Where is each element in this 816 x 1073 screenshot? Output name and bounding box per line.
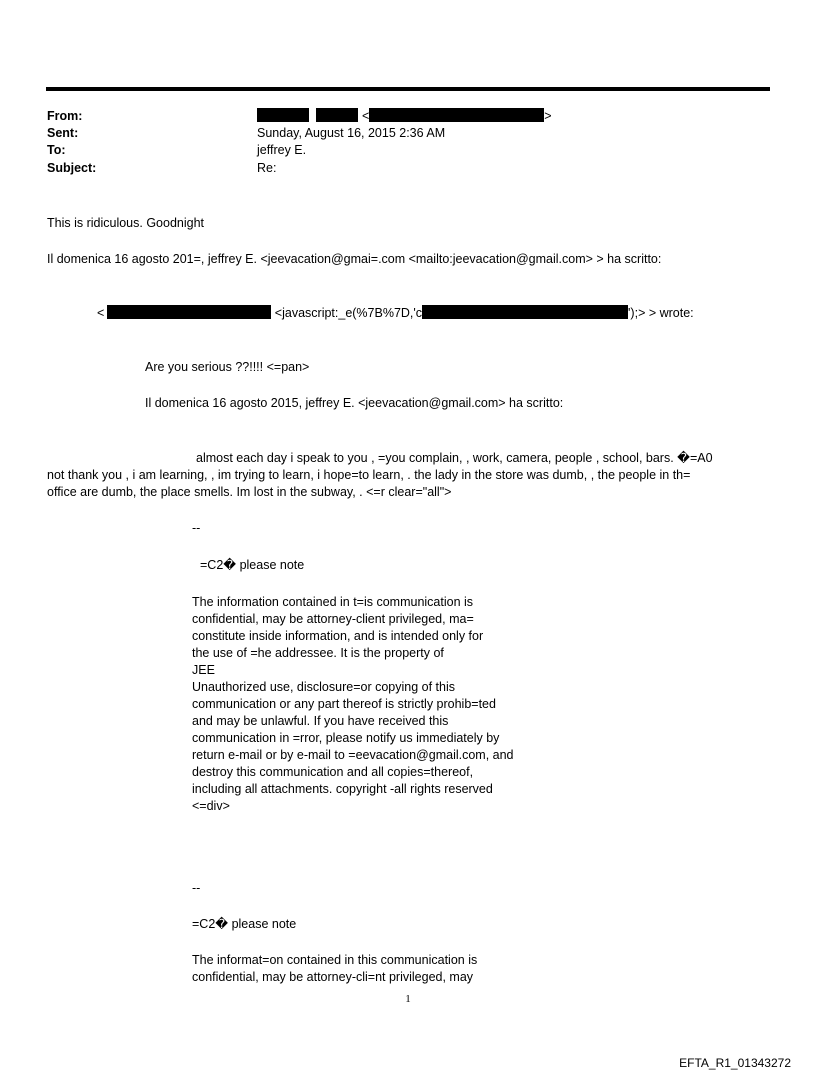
quoted-wrote: ');> > wrote: — [628, 306, 694, 320]
sent-label: Sent: — [47, 126, 79, 140]
disclaimer-line: destroy this communication and all copies=thereof, — [192, 765, 474, 779]
page-number: 1 — [405, 993, 411, 1005]
disclaimer-line: the use of =he addressee. It is the property of — [192, 646, 444, 660]
sig1-dashes: -- — [192, 521, 201, 535]
sig2-disclaimer — [192, 952, 572, 986]
body-line-goodnight: This is ridiculous. Goodnight — [47, 216, 205, 230]
redaction-bar — [316, 108, 358, 122]
from-lt: < — [361, 109, 370, 123]
body-line-quote-header-2: Il domenica 16 agosto 2015, jeffrey E. <jeevacation@gmail.com> ha scritto: — [145, 396, 564, 410]
subject-label: Subject: — [47, 161, 97, 175]
sig1-note: =C2� please note — [200, 558, 305, 572]
disclaimer-line: The information contained in t=is communication is — [192, 595, 474, 609]
to-label: To: — [47, 143, 66, 157]
redaction-bar — [422, 305, 628, 319]
bates-number: EFTA_R1_01343272 — [679, 1056, 791, 1070]
subject-value: Re: — [257, 161, 277, 175]
from-gt: > — [544, 109, 552, 123]
disclaimer-line: constitute inside information, and is intended only for — [192, 629, 484, 643]
paragraph-line-3: office are dumb, the place smells. Im lost in the subway, . <=r clear="all"> — [47, 485, 452, 499]
paragraph-line-2: not thank you , i am learning, , im trying to learn, i hope=to learn, . the lady in the store was dumb, , the people in th= — [47, 468, 691, 482]
paragraph-line-1: almost each day i speak to you , =you complain, , work, camera, people , school, bars. �=A0 — [196, 451, 713, 465]
to-value: jeffrey E. — [257, 143, 307, 157]
disclaimer-line: <=div> — [192, 799, 230, 813]
quoted-c: c — [415, 306, 423, 320]
redaction-bar — [369, 108, 544, 122]
quoted-javascript: <javascript:_e(%7B%7D,' — [274, 306, 416, 320]
disclaimer-line: return e-mail or by e-mail to =eevacation@gmail.com, and — [192, 748, 514, 762]
disclaimer-line: confidential, may be attorney-client privileged, ma= — [192, 612, 474, 626]
disclaimer-line: and may be unlawful. If you have received this — [192, 714, 449, 728]
quoted-lt: < — [97, 306, 105, 320]
from-label: From: — [47, 109, 83, 123]
are-you-serious: Are you serious ??!!!! <=pan> — [145, 360, 310, 374]
sig2-dashes: -- — [192, 881, 201, 895]
disclaimer-line: including all attachments. copyright -all rights reserved — [192, 782, 493, 796]
sent-value: Sunday, August 16, 2015 2:36 AM — [257, 126, 446, 140]
sig1-disclaimer — [192, 594, 572, 815]
disclaimer-line: The informat=on contained in this communication is — [192, 953, 478, 967]
body-line-quote-header: Il domenica 16 agosto 201=, jeffrey E. <jeevacation@gmai=.com <mailto:jeevacation@gmail.com> > ha scritto: — [47, 252, 662, 266]
from-value — [257, 108, 552, 125]
header-rule — [46, 87, 770, 91]
quoted-wrote-line — [97, 305, 694, 322]
disclaimer-line: communication or any part thereof is strictly prohib=ted — [192, 697, 496, 711]
disclaimer-line: Unauthorized use, disclosure=or copying of this — [192, 680, 455, 694]
disclaimer-line: confidential, may be attorney-cli=nt privileged, may — [192, 970, 474, 984]
disclaimer-line: JEE — [192, 663, 215, 677]
sig2-note: =C2� please note — [192, 917, 297, 931]
disclaimer-line: communication in =rror, please notify us immediately by — [192, 731, 500, 745]
redaction-bar — [107, 305, 271, 319]
redaction-bar — [257, 108, 309, 122]
